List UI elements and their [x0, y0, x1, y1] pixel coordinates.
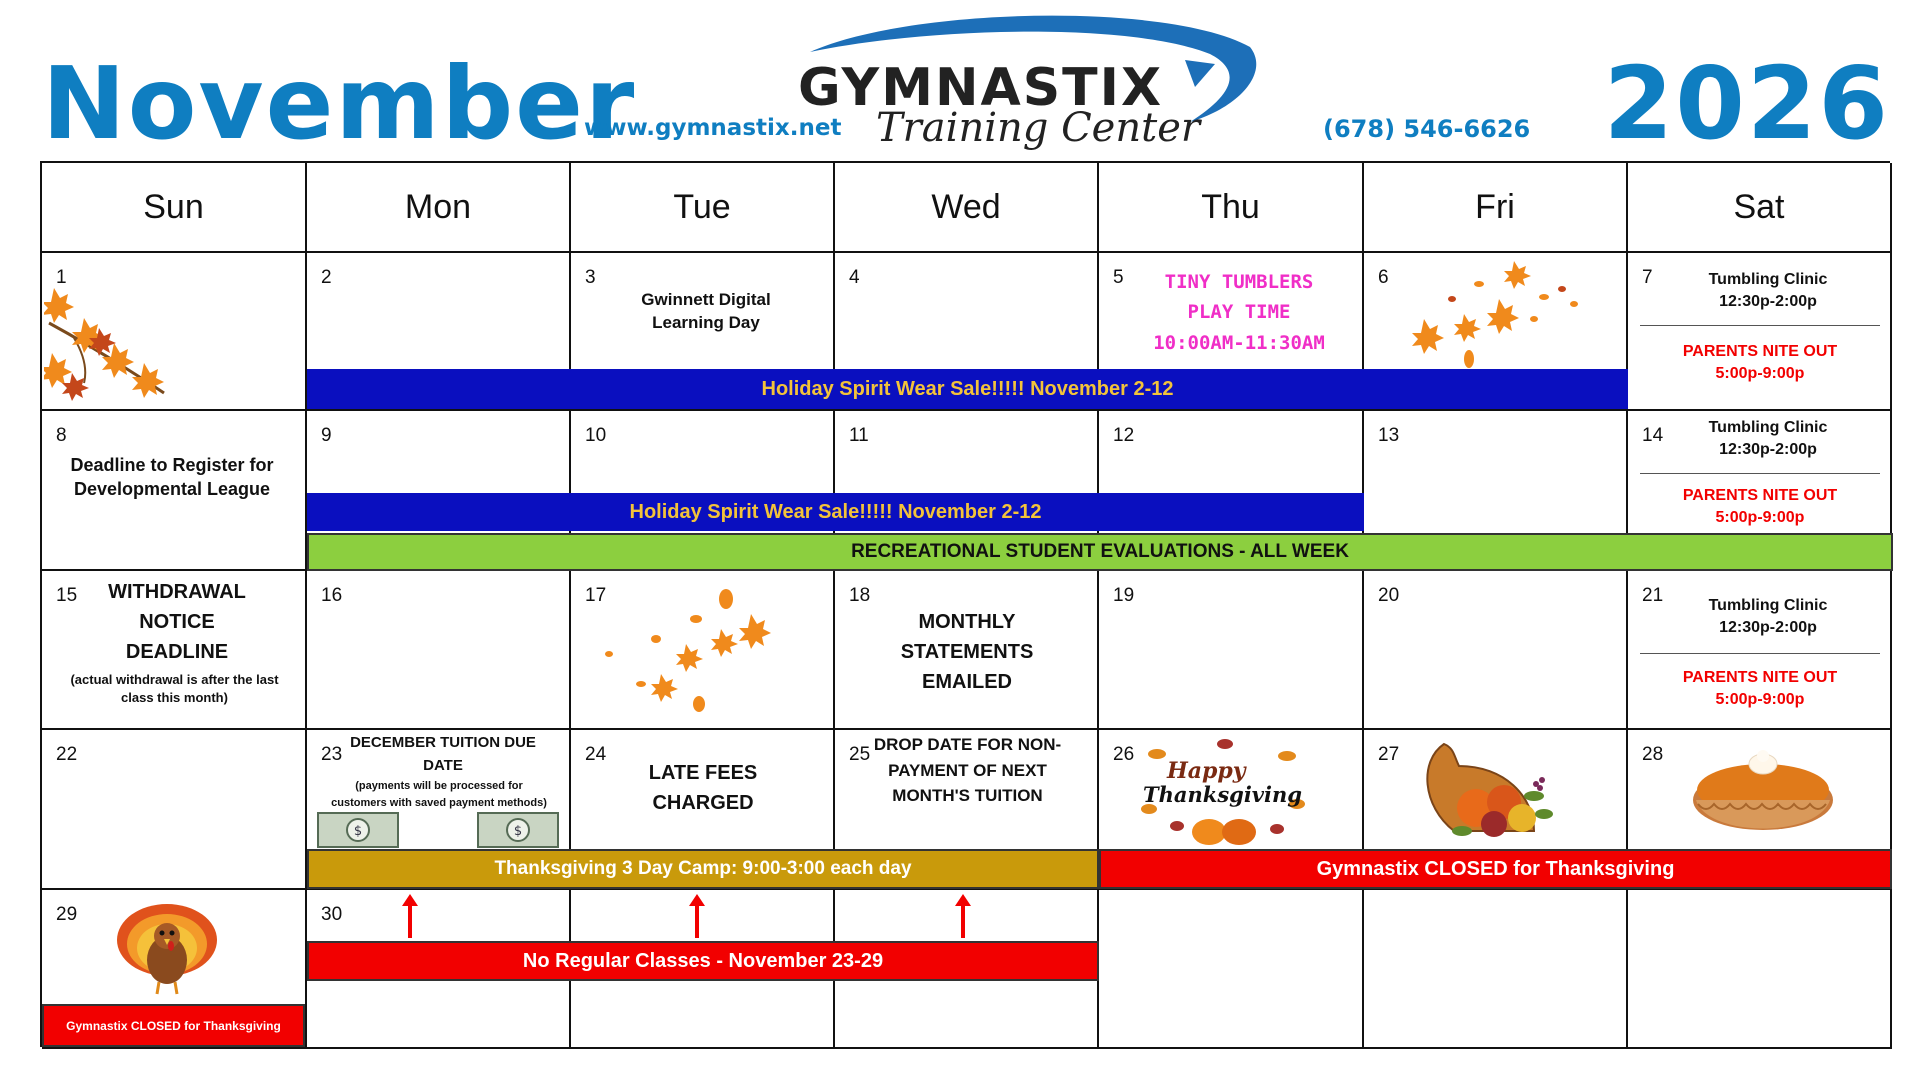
svg-text:$: $ [353, 824, 363, 839]
parents-nite-out-event [1640, 341, 1880, 384]
parents-nite-out-title: PARENTS NITE OUT [1682, 669, 1838, 686]
day-number: 1 [56, 267, 67, 288]
dollar-bill-icon [477, 812, 559, 848]
up-arrow-icon [689, 894, 705, 938]
weekday-header-tue: Tue [571, 163, 835, 253]
tumbling-clinic-event [1668, 269, 1868, 312]
day-cell-8[interactable] [42, 411, 307, 571]
day-number: 14 [1642, 425, 1664, 446]
tiny-tumblers-title: TINY TUMBLERS [1164, 271, 1314, 293]
day-number: 24 [585, 744, 607, 765]
day-cell-21[interactable] [1628, 571, 1892, 730]
tumbling-clinic-time: 12:30p-2:00p [1719, 618, 1817, 636]
weekday-header-thu: Thu [1099, 163, 1364, 253]
empty-cell [1099, 890, 1364, 1049]
day-cell-20[interactable] [1364, 571, 1628, 730]
league-deadline-note: Deadline to Register for Developmental League [70, 455, 274, 500]
day-cell-1[interactable] [42, 253, 307, 411]
day-number: 3 [585, 267, 596, 288]
year-title: 2026 [1603, 45, 1890, 162]
day-number: 4 [849, 267, 860, 288]
day-number: 12 [1113, 425, 1135, 446]
no-regular-classes-bar: No Regular Classes - November 23-29 [307, 941, 1099, 981]
tumbling-clinic-time: 12:30p-2:00p [1719, 440, 1817, 458]
divider-line [1640, 473, 1880, 474]
empty-cell [1364, 890, 1628, 1049]
december-tuition-fine-print: (payments will be processed for customers with saved payment methods) [331, 780, 547, 809]
withdrawal-line-1: WITHDRAWAL [108, 581, 246, 603]
monthly-statements-note: MONTHLY STATEMENTS EMAILED [900, 611, 1034, 693]
weekday-header-wed: Wed [835, 163, 1099, 253]
tumbling-clinic-time: 12:30p-2:00p [1719, 292, 1817, 310]
withdrawal-deadline-note [77, 577, 277, 667]
day-number: 11 [849, 425, 869, 446]
withdrawal-fine-print: (actual withdrawal is after the last class this month) [70, 672, 279, 705]
closed-thanksgiving-bar: Gymnastix CLOSED for Thanksgiving [1099, 849, 1892, 889]
spirit-wear-sale-bar: Holiday Spirit Wear Sale!!!!! November 2-12 [307, 369, 1628, 409]
day-number: 6 [1378, 267, 1389, 288]
day-number: 13 [1378, 425, 1400, 446]
month-title: November [42, 45, 637, 162]
logo-name: GYMNASTIX [798, 58, 1164, 118]
parents-nite-out-title: PARENTS NITE OUT [1682, 343, 1838, 360]
parents-nite-out-time: 5:00p-9:00p [1715, 690, 1805, 708]
day-number: 8 [56, 425, 67, 446]
drop-date-note: DROP DATE FOR NON-PAYMENT OF NEXT MONTH'S TUITION [873, 735, 1062, 805]
withdrawal-line-2: NOTICE [139, 611, 215, 633]
parents-nite-out-time: 5:00p-9:00p [1715, 508, 1805, 526]
tumbling-clinic-title: Tumbling Clinic [1708, 597, 1828, 614]
day-cell-18[interactable] [835, 571, 1099, 730]
gwinnett-learning-day: Gwinnett Digital Learning Day [641, 290, 771, 332]
phone-number: (678) 546-6626 [1323, 115, 1531, 143]
evaluations-bar: RECREATIONAL STUDENT EVALUATIONS - ALL WEEK [307, 533, 1893, 571]
day-number: 5 [1113, 267, 1124, 288]
weekday-header-sat: Sat [1628, 163, 1892, 253]
cornucopia-icon [1414, 736, 1564, 846]
tiny-tumblers-time: 10:00AM-11:30AM [1153, 331, 1325, 354]
parents-nite-out-event [1640, 485, 1880, 528]
falling-leaves-icon [601, 579, 821, 719]
parents-nite-out-time: 5:00p-9:00p [1715, 364, 1805, 382]
day-number: 30 [321, 904, 343, 925]
day-number: 26 [1113, 744, 1135, 765]
day-number: 29 [56, 904, 78, 925]
parents-nite-out-title: PARENTS NITE OUT [1682, 487, 1838, 504]
weekday-header-fri: Fri [1364, 163, 1628, 253]
december-tuition-note: DECEMBER TUITION DUE DATE [350, 734, 536, 774]
parents-nite-out-event [1640, 667, 1880, 710]
withdrawal-line-3: DEADLINE [125, 641, 229, 663]
day-cell-16[interactable] [307, 571, 571, 730]
dollar-bill-icon [317, 812, 399, 848]
day-number: 2 [321, 267, 332, 288]
day-cell-19[interactable] [1099, 571, 1364, 730]
late-fees-note: LATE FEES CHARGED [648, 762, 758, 814]
day-number: 25 [849, 744, 871, 765]
thanksgiving-word: Thanksgiving [1143, 782, 1302, 807]
day-number: 7 [1642, 267, 1653, 288]
day-number: 21 [1642, 585, 1664, 606]
day-number: 9 [321, 425, 332, 446]
divider-line [1640, 653, 1880, 654]
day-cell-17[interactable] [571, 571, 835, 730]
day-cell-7[interactable] [1628, 253, 1892, 411]
autumn-leaves-icon [44, 283, 174, 403]
svg-text:$: $ [513, 824, 523, 839]
turkey-icon [112, 898, 222, 996]
day-number: 19 [1113, 585, 1135, 606]
logo-subtitle: Training Center [876, 105, 1200, 151]
day-number: 27 [1378, 744, 1400, 765]
day-cell-29[interactable] [42, 890, 307, 1049]
day-number: 28 [1642, 744, 1664, 765]
calendar-grid [40, 161, 1890, 1047]
happy-word: Happy [1167, 758, 1246, 784]
day-number: 10 [585, 425, 607, 446]
tumbling-clinic-event [1668, 595, 1868, 638]
day-number: 16 [321, 585, 343, 606]
up-arrow-icon [402, 894, 418, 938]
gymnastix-logo [790, 12, 1270, 152]
falling-leaves-icon [1404, 259, 1594, 369]
thanksgiving-camp-bar: Thanksgiving 3 Day Camp: 9:00-3:00 each day [307, 849, 1099, 889]
tumbling-clinic-event [1668, 417, 1868, 460]
tiny-tumblers-subtitle: PLAY TIME [1187, 301, 1291, 324]
day-cell-22[interactable] [42, 730, 307, 890]
divider-line [1640, 325, 1880, 326]
day-cell-15[interactable] [42, 571, 307, 730]
day-number: 15 [56, 585, 78, 606]
closed-thanksgiving-small-bar: Gymnastix CLOSED for Thanksgiving [42, 1004, 305, 1047]
spirit-wear-sale-bar: Holiday Spirit Wear Sale!!!!! November 2-12 [307, 493, 1364, 531]
tumbling-clinic-title: Tumbling Clinic [1708, 419, 1828, 436]
day-number: 22 [56, 744, 78, 765]
weekday-header-sun: Sun [42, 163, 307, 253]
tiny-tumblers-event [1129, 267, 1349, 358]
up-arrow-icon [955, 894, 971, 938]
empty-cell [1628, 890, 1892, 1049]
weekday-header-mon: Mon [307, 163, 571, 253]
tumbling-clinic-title: Tumbling Clinic [1708, 271, 1828, 288]
day-number: 17 [585, 585, 607, 606]
happy-thanksgiving-icon [1137, 734, 1312, 846]
day-number: 23 [321, 744, 343, 765]
website-link[interactable]: www.gymnastix.net [584, 115, 842, 141]
day-number: 18 [849, 585, 871, 606]
pumpkin-pie-icon [1688, 738, 1838, 848]
day-number: 20 [1378, 585, 1400, 606]
